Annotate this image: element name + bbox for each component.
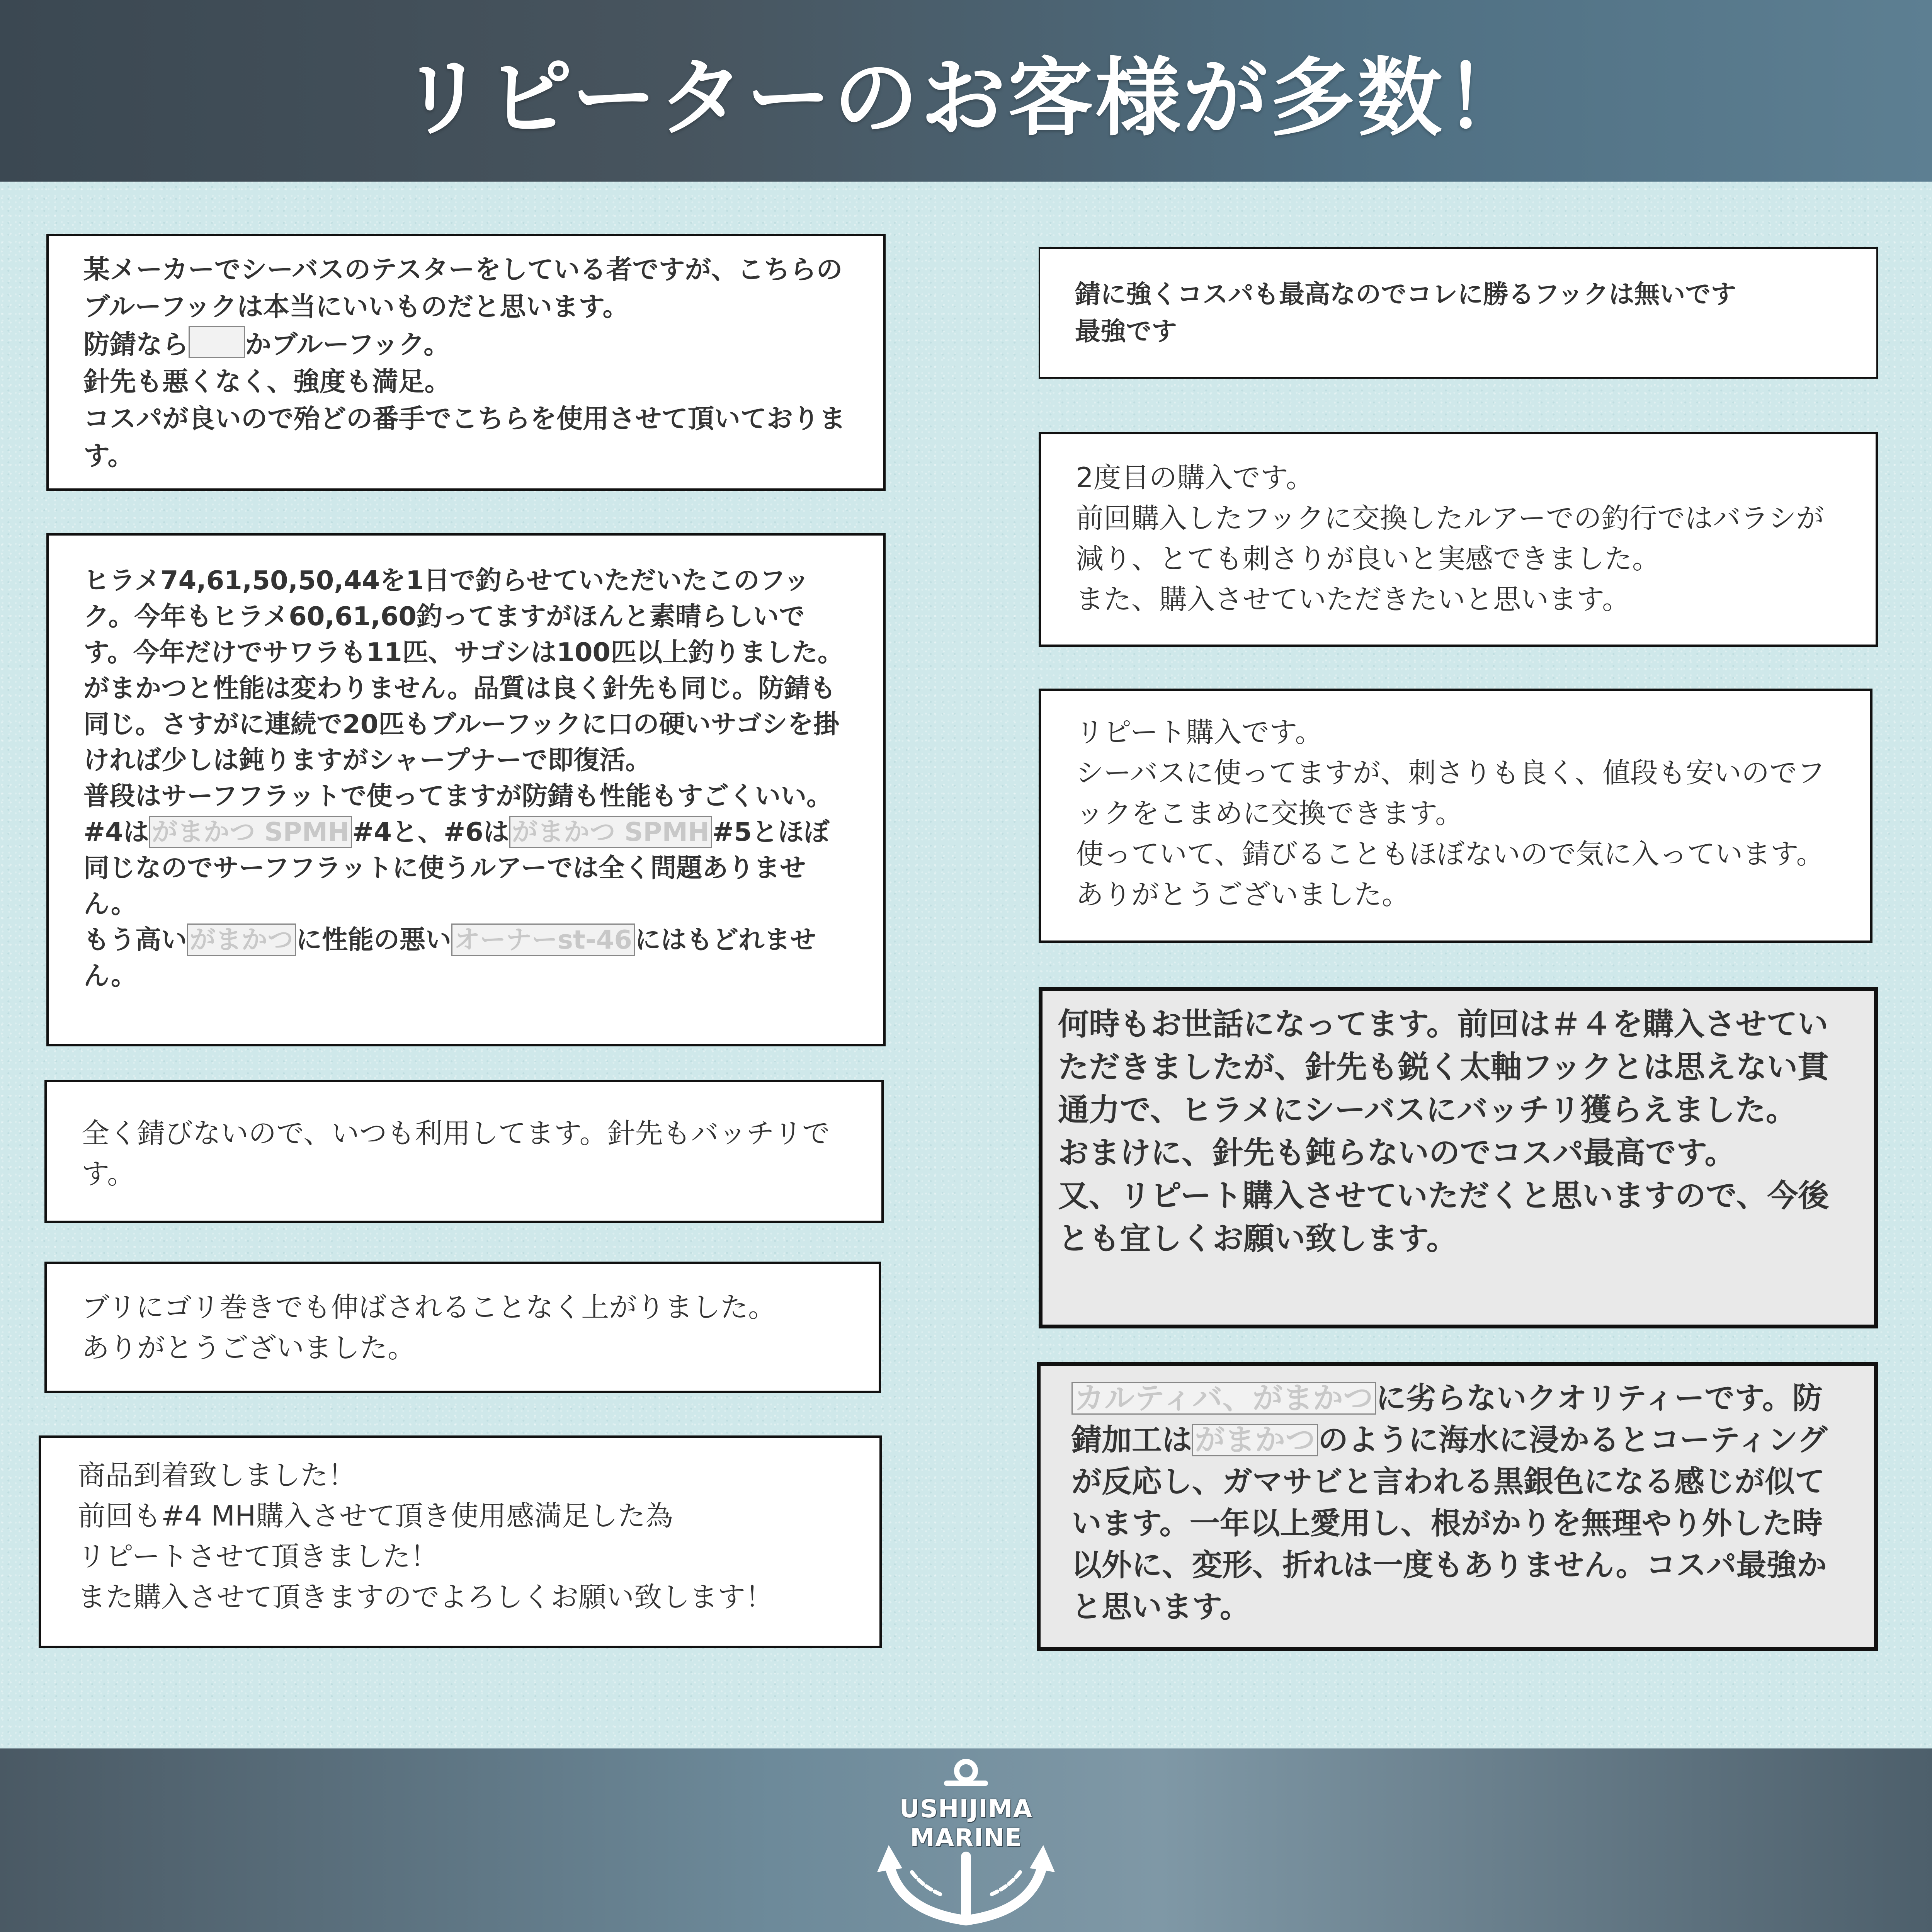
review-card-quality [1037, 1362, 1878, 1651]
review-text: ヒラメ74,61,50,50,44を1日で釣らせていただいたこのフック。今年もヒラメ60,61,60釣ってますがほんと素晴らしいです。今年だけでサワラも11匹、サゴシは100匹以上釣りました。 がまかつと性能は変わりません。品質は良く針先も同じ。防錆も同じ。さすがに連続で20匹もブルーフックに口の硬いサゴシを掛ければ少しは鈍りますがシャープナーで即復活。 普段はサーフフラットで使ってますが防錆も性能もすごくいい。#4は がまかつ SPMH #4と、#6は がまかつ SPMH #5とほぼ同じなのでサーフフラットに使うルアーでは全く問題ありません。 もう高い がまかつ に性能の悪い オーナーst-46 にはもどれません。 [83, 565, 844, 991]
review-card-strongest [1039, 247, 1878, 379]
review-text: カルティバ、がまかつに劣らないクオリティーです。防錆加工はがまかつのように海水に浸かるとコーティングが反応し、ガマサビと言われる黒銀色になる感じが似ています。一年以上愛用し、根がかりを無理やり外した時以外に、変形、折れは一度もありません。コスパ最強かと思います。 [1071, 1381, 1828, 1624]
review-text: リピート購入です。 シーバスに使ってますが、刺さりも良く、値段も安いのでフックをこまめに交換できます。 使っていて、錆びることもほぼないので気に入っています。ありがとうございました。 [1076, 716, 1825, 911]
redacted-brand-mask: がまかつ [187, 923, 296, 956]
redacted-brand-mask: がまかつ SPMH [509, 816, 712, 848]
review-card-hirame-seabass [1039, 987, 1878, 1328]
review-text: ブリにゴリ巻きでも伸ばされることなく上がりました。 ありがとうございました。 [82, 1291, 776, 1364]
redacted-brand-mask: オーナーst-46 [451, 923, 635, 956]
review-text: 錆に強くコスパも最高なのでコレに勝るフックは無いです 最強です [1075, 279, 1736, 346]
review-text: 某メーカーでシーバスのテスターをしている者ですが、こちらのブルーフックは本当にいいものだと思います。 防錆なら かブルーフック。 針先も悪くなく、強度も満足。 コスパが良いので殆どの番手でこちらを使用させて頂いております。 [83, 255, 846, 471]
review-text: 2度目の購入です。 前回購入したフックに交換したルアーでの釣行ではバラシが減り、とても刺さりが良いと実感できました。 また、購入させていただきたいと思います。 [1076, 461, 1824, 616]
review-card-repeat-seabass [1039, 689, 1872, 943]
brand-logo [866, 1756, 1066, 1926]
review-text: 商品到着致しました！ 前回も#4 MH購入させて頂き使用感満足した為 リピートさせて頂きました！ また購入させて頂きますのでよろしくお願い致します！ [78, 1459, 774, 1613]
logo-text-line2: MARINE [910, 1824, 1022, 1852]
header-banner [0, 0, 1932, 182]
review-card-no-rust [44, 1080, 884, 1223]
review-card-buri [44, 1262, 881, 1393]
review-text: 何時もお世話になってます。前回は＃４を購入させていただきましたが、針先も鋭く太軸フックとは思えない貫通力で、ヒラメにシーバスにバッチリ獲らえました。 おまけに、針先も鈍らないのでコスパ最高です。 又、リピート購入させていただくと思いますので、今後とも宜しくお願い致します。 [1058, 1006, 1829, 1257]
page-title: リピーターのお客様が多数！ [400, 48, 1532, 148]
logo-text-line1: USHIJIMA [899, 1795, 1033, 1823]
redacted-brand-mask [189, 326, 245, 358]
review-text: 全く錆びないので、いつも利用してます。針先もバッチリです。 [82, 1117, 830, 1190]
redacted-brand-mask: がまかつ [1192, 1424, 1318, 1456]
redacted-brand-mask: カルティバ、がまかつ [1071, 1382, 1376, 1415]
redacted-brand-mask: がまかつ SPMH [149, 816, 352, 848]
review-card-hirame [46, 533, 886, 1046]
review-card-second-purchase [1039, 432, 1878, 647]
review-card-repeat-mh [39, 1435, 882, 1648]
review-card-tester [46, 234, 886, 491]
